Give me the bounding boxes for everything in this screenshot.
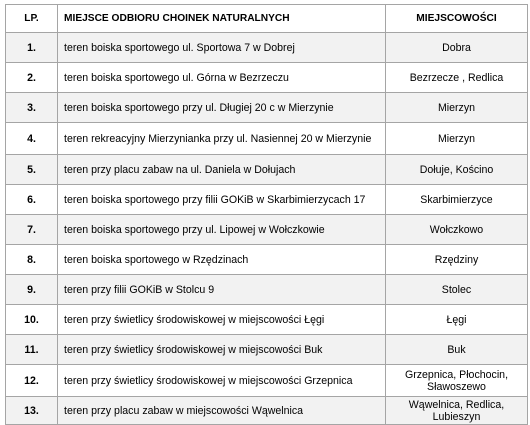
row-towns: Bezrzecze , Redlica	[386, 63, 528, 93]
row-location: teren rekreacyjny Mierzynianka przy ul. Nasiennej 20 w Mierzynie	[58, 123, 386, 155]
table-row	[6, 397, 528, 425]
row-number: 13.	[6, 397, 58, 425]
header-towns: MIEJSCOWOŚCI	[386, 5, 528, 33]
table-row	[6, 123, 528, 155]
table-row	[6, 305, 528, 335]
table-row	[6, 185, 528, 215]
row-number: 8.	[6, 245, 58, 275]
table-row	[6, 335, 528, 365]
collection-points-table	[5, 4, 528, 425]
row-towns: Łęgi	[386, 305, 528, 335]
row-towns: Dobra	[386, 33, 528, 63]
table-row	[6, 365, 528, 397]
row-number: 3.	[6, 93, 58, 123]
row-location: teren przy świetlicy środowiskowej w miejscowości Grzepnica	[58, 365, 386, 397]
table-row	[6, 63, 528, 93]
table-row	[6, 93, 528, 123]
row-towns: Wołczkowo	[386, 215, 528, 245]
row-towns: Rzędziny	[386, 245, 528, 275]
row-location: teren boiska sportowego ul. Sportowa 7 w Dobrej	[58, 33, 386, 63]
row-towns: Mierzyn	[386, 93, 528, 123]
row-towns: Mierzyn	[386, 123, 528, 155]
row-number: 9.	[6, 275, 58, 305]
row-location: teren przy placu zabaw w miejscowości Wąwelnica	[58, 397, 386, 425]
row-number: 1.	[6, 33, 58, 63]
header-lp: LP.	[6, 5, 58, 33]
table-row	[6, 245, 528, 275]
row-location: teren boiska sportowego przy ul. Lipowej w Wołczkowie	[58, 215, 386, 245]
row-number: 4.	[6, 123, 58, 155]
table-row	[6, 155, 528, 185]
row-number: 7.	[6, 215, 58, 245]
row-location: teren boiska sportowego ul. Górna w Bezrzeczu	[58, 63, 386, 93]
row-location: teren przy świetlicy środowiskowej w miejscowości Łęgi	[58, 305, 386, 335]
row-number: 5.	[6, 155, 58, 185]
table-row	[6, 33, 528, 63]
row-towns: Dołuje, Kościno	[386, 155, 528, 185]
row-towns: Skarbimierzyce	[386, 185, 528, 215]
header-location: MIEJSCE ODBIORU CHOINEK NATURALNYCH	[58, 5, 386, 33]
row-towns: Stolec	[386, 275, 528, 305]
row-number: 6.	[6, 185, 58, 215]
row-towns: Wąwelnica, Redlica, Lubieszyn	[386, 397, 528, 425]
row-number: 11.	[6, 335, 58, 365]
row-location: teren przy placu zabaw na ul. Daniela w Dołujach	[58, 155, 386, 185]
row-location: teren boiska sportowego w Rzędzinach	[58, 245, 386, 275]
table-header-row	[6, 5, 528, 33]
row-number: 2.	[6, 63, 58, 93]
row-number: 10.	[6, 305, 58, 335]
table-row	[6, 215, 528, 245]
row-number: 12.	[6, 365, 58, 397]
row-location: teren boiska sportowego przy filii GOKiB w Skarbimierzycach 17	[58, 185, 386, 215]
row-location: teren przy świetlicy środowiskowej w miejscowości Buk	[58, 335, 386, 365]
row-towns: Grzepnica, Płochocin, Sławoszewo	[386, 365, 528, 397]
row-location: teren boiska sportowego przy ul. Długiej 20 c w Mierzynie	[58, 93, 386, 123]
row-towns: Buk	[386, 335, 528, 365]
row-location: teren przy filii GOKiB w Stolcu 9	[58, 275, 386, 305]
table-row	[6, 275, 528, 305]
